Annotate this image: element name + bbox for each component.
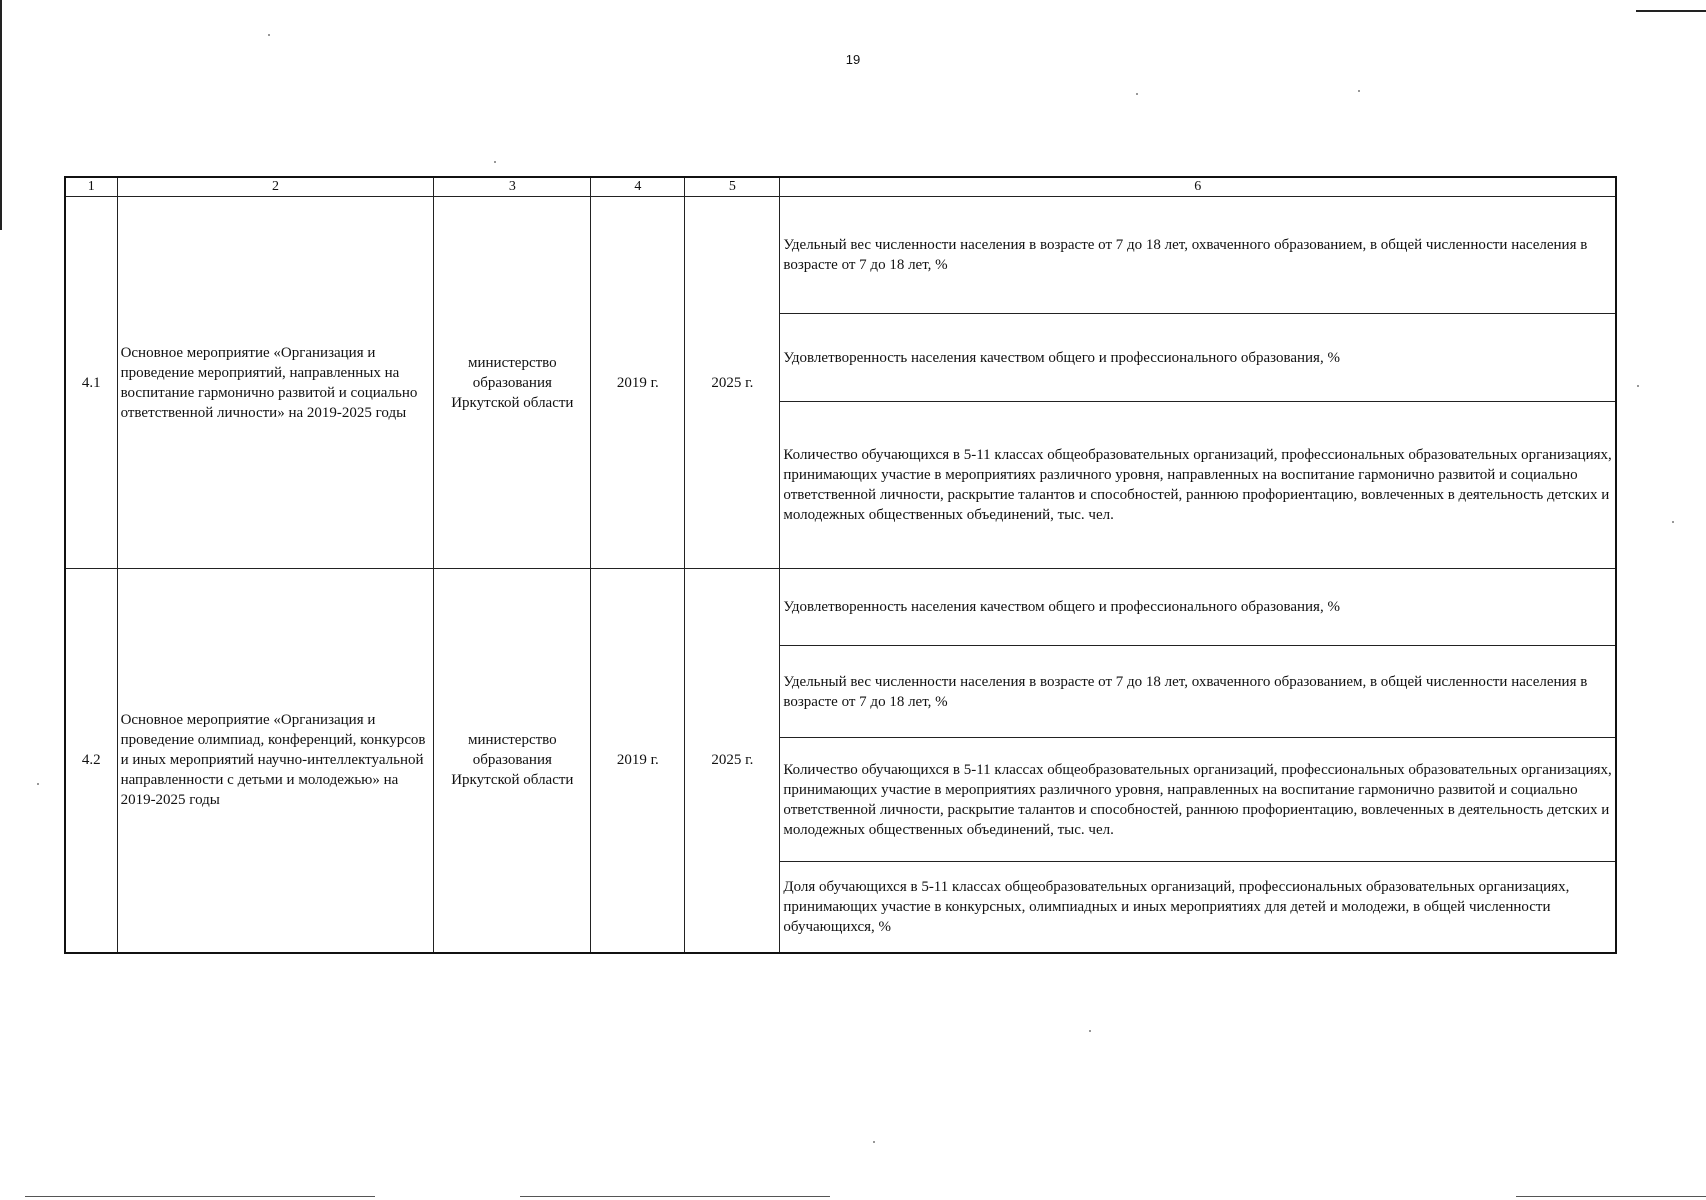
column-header: 6 xyxy=(780,177,1616,197)
scan-speck xyxy=(1637,385,1639,387)
row-number: 4.2 xyxy=(65,569,117,953)
scan-speck xyxy=(1358,90,1360,92)
executor: министерство образования Иркутской области xyxy=(434,569,591,953)
column-header: 2 xyxy=(117,177,434,197)
column-header: 5 xyxy=(685,177,780,197)
start-year: 2019 г. xyxy=(591,569,685,953)
table-row xyxy=(65,197,1616,314)
indicator: Удельный вес численности населения в возрасте от 7 до 18 лет, охваченного образованием, в общей численности населения в возрасте от 7 до 18 лет, % xyxy=(780,197,1616,314)
indicator: Количество обучающихся в 5-11 классах общеобразовательных организаций, профессиональных образовательных организациях, принимающих участие в мероприятиях различного уровня, направленных на воспитание гармонично развитой и социально ответственной личности, раскрытие талантов и способностей, раннюю профориентацию, вовлеченных в деятельность детских и молодежных общественных объединений, тыс. чел. xyxy=(780,402,1616,569)
scan-speck xyxy=(1672,521,1674,523)
scan-speck xyxy=(37,783,39,785)
scan-speck xyxy=(873,1141,875,1143)
executor: министерство образования Иркутской области xyxy=(434,197,591,569)
scan-edge-top xyxy=(1636,10,1706,12)
scan-edge-left xyxy=(0,0,2,230)
indicator: Количество обучающихся в 5-11 классах общеобразовательных организаций, профессиональных образовательных организациях, принимающих участие в мероприятиях различного уровня, направленных на воспитание гармонично развитой и социально ответственной личности, раскрытие талантов и способностей, раннюю профориентацию, вовлеченных в деятельность детских и молодежных общественных объединений, тыс. чел. xyxy=(780,738,1616,862)
indicator: Удовлетворенность населения качеством общего и профессионального образования, % xyxy=(780,569,1616,646)
scan-edge-bottom xyxy=(520,1196,830,1197)
scan-speck xyxy=(268,34,270,36)
indicator: Удельный вес численности населения в возрасте от 7 до 18 лет, охваченного образованием, в общей численности населения в возрасте от 7 до 18 лет, % xyxy=(780,646,1616,738)
scan-speck xyxy=(1089,1030,1091,1032)
page-number: 19 xyxy=(845,52,861,67)
scan-speck xyxy=(494,161,496,163)
column-header: 4 xyxy=(591,177,685,197)
indicator: Удовлетворенность населения качеством общего и профессионального образования, % xyxy=(780,314,1616,402)
column-header: 3 xyxy=(434,177,591,197)
start-year: 2019 г. xyxy=(591,197,685,569)
measure-name: Основное мероприятие «Организация и проведение олимпиад, конференций, конкурсов и иных мероприятий научно-интеллектуальной направленности с детьми и молодежью» на 2019-2025 годы xyxy=(117,569,434,953)
measure-name: Основное мероприятие «Организация и проведение мероприятий, направленных на воспитание гармонично развитой и социально ответственной личности» на 2019-2025 годы xyxy=(117,197,434,569)
scan-edge-bottom xyxy=(1516,1196,1706,1197)
table-row xyxy=(65,569,1616,646)
measures-table xyxy=(64,176,1617,954)
end-year: 2025 г. xyxy=(685,569,780,953)
scan-speck xyxy=(1136,93,1138,95)
row-number: 4.1 xyxy=(65,197,117,569)
scan-edge-bottom xyxy=(25,1196,375,1197)
end-year: 2025 г. xyxy=(685,197,780,569)
column-header-row xyxy=(65,177,1616,197)
indicator: Доля обучающихся в 5-11 классах общеобразовательных организаций, профессиональных образовательных организациях, принимающих участие в конкурсных, олимпиадных и иных мероприятиях для детей и молодежи, в общей численности обучающихся, % xyxy=(780,862,1616,953)
column-header: 1 xyxy=(65,177,117,197)
